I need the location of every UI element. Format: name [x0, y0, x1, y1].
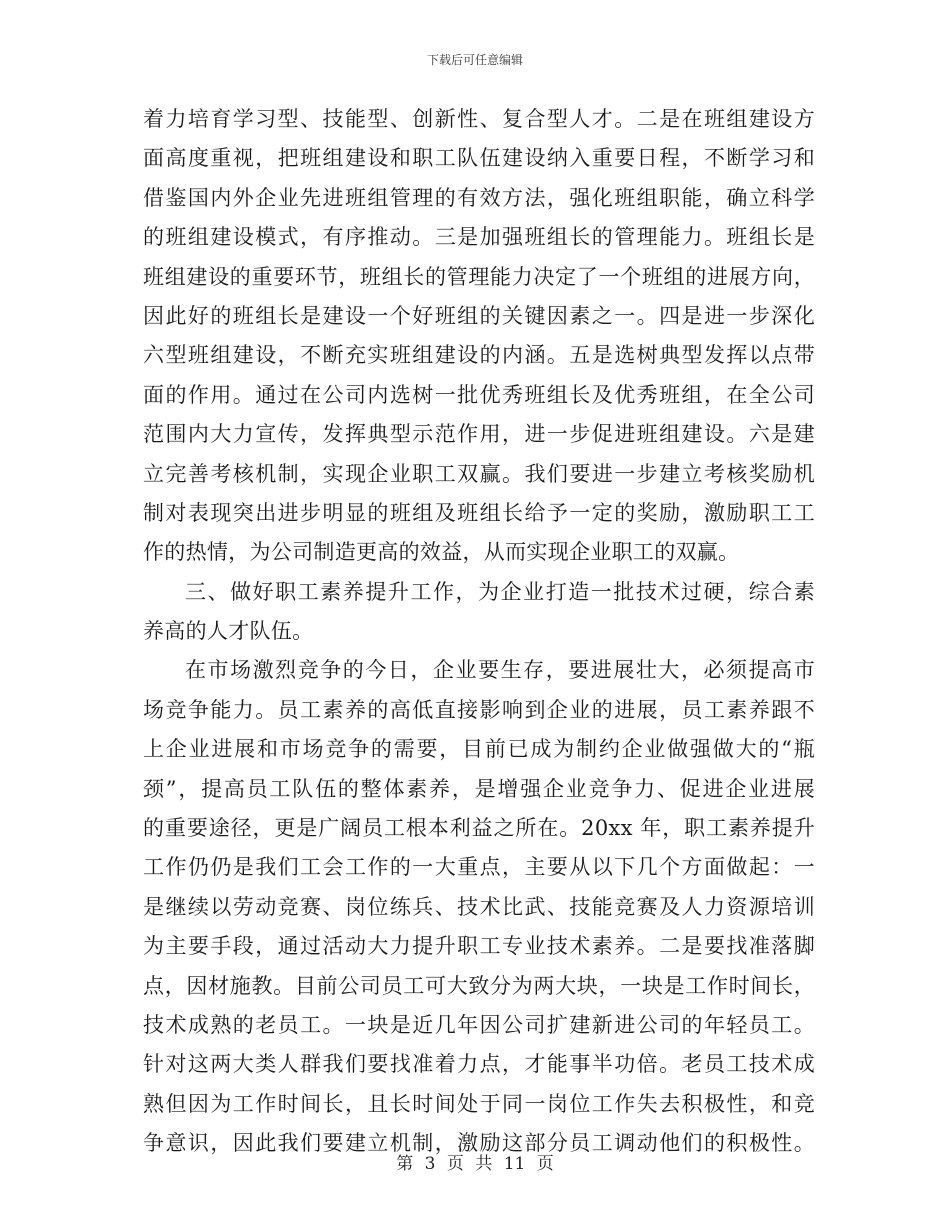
text-line: 在市场激烈竞争的今日，企业要生存，要进展壮大，必须提高市 — [185, 658, 815, 683]
text-line: 是继续以劳动竞赛、岗位练兵、技术比武、技能竞赛及人力资源培训 — [143, 894, 815, 919]
text-line: 颈”，提高员工队伍的整体素养，是增强企业竞争力、促进企业进展 — [143, 776, 815, 801]
text-line: 上企业进展和市场竞争的需要，目前已成为制约企业做强做大的“瓶 — [143, 737, 815, 762]
text-line: 范围内大力宣传，发挥典型示范作用，进一步促进班组建设。六是建 — [143, 422, 815, 447]
text-line: 为主要手段，通过活动大力提升职工专业技术素养。二是要找准落脚 — [143, 934, 815, 959]
section-heading-line: 三、做好职工素养提升工作，为企业打造一批技术过硬，综合素 — [185, 579, 815, 604]
text-line: 六型班组建设，不断充实班组建设的内涵。五是选树典型发挥以点带 — [143, 343, 815, 368]
text-line: 工作仍仍是我们工会工作的一大重点，主要从以下几个方面做起：一 — [143, 855, 815, 880]
text-line: 技术成熟的老员工。一块是近几年因公司扩建新进公司的年轻员工。 — [143, 1012, 815, 1037]
text-line: 班组建设的重要环节，班组长的管理能力决定了一个班组的进展方向， — [143, 264, 815, 289]
text-line: 着力培育学习型、技能型、创新性、复合型人才。二是在班组建设方 — [143, 107, 815, 131]
text-line: 的重要途径，更是广阔员工根本利益之所在。20xx 年，职工素养提升 — [143, 816, 815, 841]
page-header: 下载后可任意编辑 — [426, 53, 523, 67]
section-heading-line: 养高的人才队伍。 — [143, 619, 314, 644]
text-line: 争意识，因此我们要建立机制，激励这部分员工调动他们的积极性。 — [143, 1131, 815, 1156]
text-line: 场竞争能力。员工素养的高低直接影响到企业的进展，员工素养跟不 — [143, 697, 815, 722]
text-line: 借鉴国内外企业先进班组管理的有效方法，强化班组职能，确立科学 — [143, 185, 815, 210]
text-line: 针对这两大类人群我们要找准着力点，才能事半功倍。老员工技术成 — [143, 1052, 815, 1077]
text-line: 面的作用。通过在公司内选树一批优秀班组长及优秀班组，在全公司 — [143, 382, 815, 407]
document-body — [143, 100, 815, 1164]
text-line: 面高度重视，把班组建设和职工队伍建设纳入重要日程，不断学习和 — [143, 146, 815, 171]
text-line: 立完善考核机制，实现企业职工双赢。我们要进一步建立考核奖励机 — [143, 461, 815, 486]
text-line: 因此好的班组长是建设一个好班组的关键因素之一。四是进一步深化 — [143, 303, 815, 328]
text-line: 制对表现突出进步明显的班组及班组长给予一定的奖励，激励职工工 — [143, 500, 815, 525]
text-line: 点，因材施教。目前公司员工可大致分为两大块，一块是工作时间长， — [143, 973, 815, 998]
text-line: 的班组建设模式，有序推动。三是加强班组长的管理能力。班组长是 — [143, 225, 815, 250]
text-line: 作的热情，为公司制造更高的效益，从而实现企业职工的双赢。 — [143, 540, 740, 565]
page-number-footer: 第 3 页 共 11 页 — [396, 1154, 554, 1174]
text-line: 熟但因为工作时间长，且长时间处于同一岗位工作失去积极性，和竞 — [143, 1091, 815, 1116]
